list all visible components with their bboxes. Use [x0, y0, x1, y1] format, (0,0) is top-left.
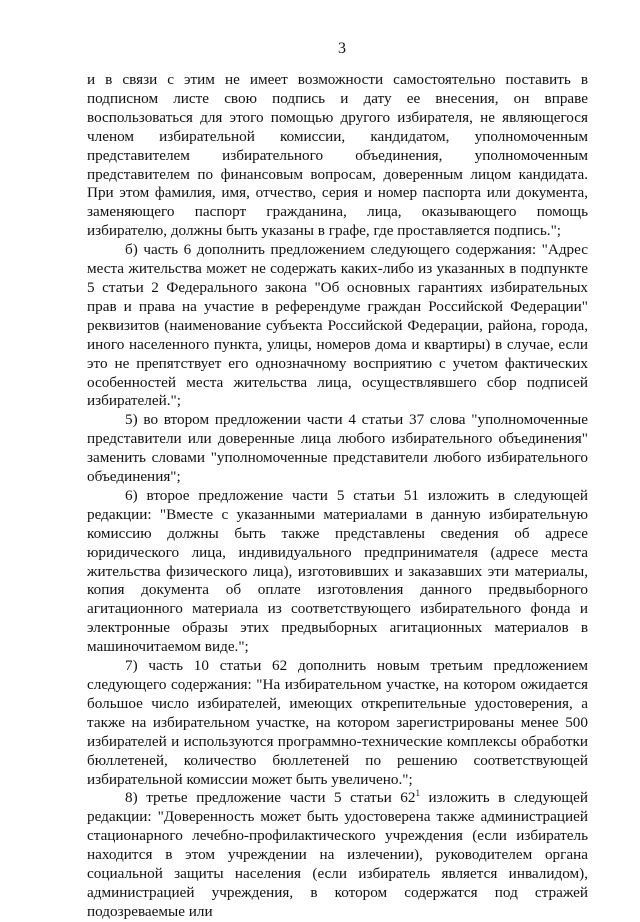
paragraph-8-superscript: 1	[415, 788, 420, 799]
paragraph-8	[87, 789, 588, 921]
paragraph-5: 5) во втором предложении части 4 статьи 37 слова "уполномоченные представители или доверенные лица любого избирательного объединения" заменить словами "уполномоченные представители любого избирательного объединения";	[87, 411, 588, 486]
paragraph-8-start: 8) третье предложение части 5 статьи 62	[125, 789, 416, 807]
paragraph-7: 7) часть 10 статьи 62 дополнить новым третьим предложением следующего содержания: "На избирательном участке, на котором ожидается большое число избирателей, имеющих открепительные удостоверения, а также на избирательном участке, на котором зарегистрированы менее 500 избирателей и используются программно-технические комплексы обработки бюллетеней, количество бюллетеней по решению соответствующей избирательной комиссии может быть увеличено.";	[87, 657, 588, 788]
paragraph-continuation: и в связи с этим не имеет возможности самостоятельно поставить в подписном листе свою подпись и дату ее внесения, он вправе воспользоваться для этого помощью другого избирателя, не являющегося членом избирательной комиссии, кандидатом, уполномоченным представителем избирательного объединения, уполномоченным представителем по финансовым вопросам, доверенным лицом кандидата. При этом фамилия, имя, отчество, серия и номер паспорта или документа, заменяющего паспорт гражданина, лица, оказывающего помощь избирателю, должны быть указаны в графе, где проставляется подпись.";	[87, 71, 588, 240]
paragraph-b: б) часть 6 дополнить предложением следующего содержания: "Адрес места жительства может не содержать каких-либо из указанных в подпункте 5 статьи 2 Федерального закона "Об основных гарантиях избирательных прав и права на участие в референдуме граждан Российской Федерации" реквизитов (наименование субъекта Российской Федерации, района, города, иного населенного пункта, улицы, номеров дома и квартиры) в случае, если это не препятствует его однозначному восприятию с учетом фактических особенностей места жительства лица, осуществлявшего сбор подписей избирателей.";	[87, 241, 588, 410]
page-number: 3	[338, 40, 346, 57]
paragraph-6: 6) второе предложение части 5 статьи 51 изложить в следующей редакции: "Вместе с указанными материалами в данную избирательную комиссию должны быть также представлены сведения об адресе юридического лица, индивидуального предпринимателя (адресе места жительства физического лица), изготовивших и заказавших эти материалы, копия документа об оплате изготовления данного предвыборного агитационного материала из соответствующего избирательного фонда и электронные образы этих предвыборных агитационных материалов в машиночитаемом виде.";	[87, 486, 588, 656]
paragraph-8-rest: изложить в следующей редакции: "Доверенность может быть удостоверена также администрацией стационарного лечебно-профилактического учреждения (если избиратель находится в этом учреждении на излечении), руководителем органа социальной защиты населения (если избиратель является инвалидом), администрацией учреждения, в котором содержатся под стражей подозреваемые или	[87, 789, 588, 920]
document-body	[87, 71, 588, 922]
